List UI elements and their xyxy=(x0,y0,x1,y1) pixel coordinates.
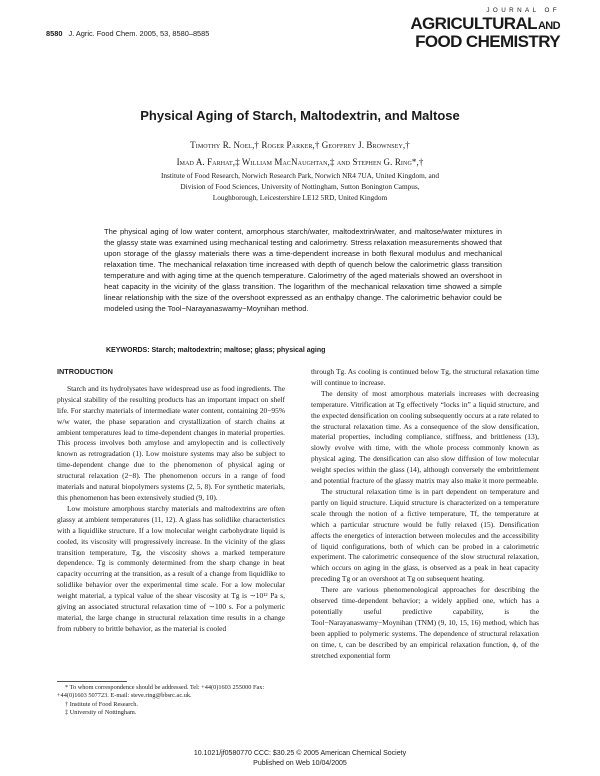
left-column xyxy=(57,367,285,635)
affiliations xyxy=(80,170,520,203)
logo-and: AND xyxy=(537,20,560,33)
journal-logo xyxy=(410,8,560,50)
keywords: KEYWORDS: Starch; maltodextrin; maltose; glass; physical aging xyxy=(106,347,326,354)
footnote: ‡ University of Nottingham. xyxy=(65,709,137,717)
abstract: The physical aging of low water content, amorphous starch/water, maltodextrin/water, and maltose/water mixtures in the glassy state was examined using mechanical testing and calorimetry. Stress relaxation measurements showed that upon storage of the glassy materials there was a time-dependent increase in both flexural modulus and mechanical relaxation time. The mechanical relaxation time increased with depth of quench below the calorimetric glass transition temperature and with aging time at the quench temperature. Calorimetry of the aged materials showed an overshoot in heat capacity in the vicinity of the glass transition. The logarithm of the mechanical relaxation time showed a simple linear relationship with the size of the overshoot expressed as an enthalpy change. The calorimetric behavior could be modeled using the Tool−Narayanaswamy−Moynihan method. xyxy=(104,227,502,313)
author-line: Timothy R. Noel,† Roger Parker,† Geoffrey J. Brownsey,† xyxy=(190,140,410,150)
affiliation-line: Loughborough, Leicestershire LE12 5RD, United Kingdom xyxy=(212,193,388,202)
footnote-divider xyxy=(57,681,127,682)
footnote: † Institute of Food Research. xyxy=(65,700,138,708)
affiliation-line: Institute of Food Research, Norwich Research Park, Norwich NR4 7UA, United Kingdom, and xyxy=(160,171,440,180)
journal-citation: J. Agric. Food Chem. 2005, 53, 8580–8585 xyxy=(68,29,210,38)
running-header xyxy=(46,29,209,38)
paragraph: The structural relaxation time is in part dependent on temperature and partly on liquid structure. Liquid structure is characterized on a temperature scale through the notion of a fictive temperature, Tf, the temperature at which a particular structure would be fully relaxed (15). Densification affects the energetics of interaction between molecules and the accessibility of liquid configurations, both of which can be probed in a calorimetric experiment. The calorimetric consequence of the slow structural relaxation, which occurs on aging in the glass, is observed as a peak in heat capacity preceding Tg or an overshoot at Tg on subsequent heating. xyxy=(311,486,539,584)
paragraph: The density of most amorphous materials increases with decreasing temperature. Vitrification at Tg effectively “locks in” a liquid structure, and the expected densification on cooling subsequently occurs at a rate related to the structural relaxation time. As a consequence of the slow densification, material properties, including compliance, stiffness, and brittleness (13), slowly evolve with time, with the whole process commonly known as physical aging. The densification can also slow diffusion of low molecular weight species within the glass (14), although conversely the embrittlement and potential fracture of the glassy matrix may also make it more permeable. xyxy=(311,388,539,486)
published-line: Published on Web 10/04/2005 xyxy=(253,760,347,767)
article-title: Physical Aging of Starch, Maltodextrin, and Maltose xyxy=(140,108,460,123)
right-column xyxy=(311,367,539,661)
paragraph: Low moisture amorphous starchy materials and maltodextrins are often glassy at ambient temperatures (11, 12). A glass has solidlike characteristics with a liquidlike structure. If a low molecular weight carbohydrate liquid is cooled, its viscosity will progressively increase. In the vicinity of the glass transition temperature, Tg, the viscosity shows a marked temperature dependence. Tg is commonly determined from the sharp change in heat capacity occurring at the transition, as a result of a change from liquidlike to solidlike behavior over the experimental time scale. For a low molecular weight material, a typical value of the shear viscosity at Tg is ∼10¹² Pa s, giving an associated structural relaxation time of ∼100 s. For a polymeric material, the large change in structural relaxation time results in a change from rubbery to brittle behavior, as the material is cooled xyxy=(57,503,285,633)
author-list xyxy=(60,137,540,171)
page-number: 8580 xyxy=(46,29,63,38)
footnotes xyxy=(57,684,285,718)
section-heading: INTRODUCTION xyxy=(57,367,113,376)
paragraph: through Tg. As cooling is continued below Tg, the structural relaxation time will continue to increase. xyxy=(311,367,539,387)
logo-journal-of: JOURNAL OF xyxy=(486,7,560,14)
paragraph: Starch and its hydrolysates have widespread use as food ingredients. The physical stability of the resulting products has an important impact on shelf life. For starchy materials of intermediate water content, containing 20−95% w/w water, the phase separation and crystallization of starch chains at ambient temperatures lead to time-dependent changes in material properties. This process involves both amylose and amylopectin and is collectively known as retrogradation (1). Low moisture systems may also be subject to time-dependent change due to the phenomenon of physical aging or structural relaxation (2−8). The phenomenon occurs in a range of food materials and natural biopolymers systems (2, 5, 8). For synthetic materials, this phenomenon has been extensively studied (9, 10). xyxy=(57,383,285,502)
doi-line: 10.1021/jf0580770 CCC: $30.25 © 2005 American Chemical Society xyxy=(193,750,407,757)
footnote: * To whom correspondence should be addressed. Tel: +44(0)1603 255000 Fax: +44(0)1603 507723. E-mail: steve.ring@bbsrc.ac.uk. xyxy=(57,684,265,700)
logo-agricultural: AGRICULTURAL xyxy=(410,14,537,34)
paragraph: There are various phenomenological approaches for describing the observed time-dependent behavior; a widely applied one, which has a potentially useful predictive capability, is the Tool−Narayanaswamy−Moynihan (TNM) (9, 10, 15, 16) method, which has been applied to polymeric systems. The dependence of structural relaxation on time, t, can be described by an empirical relaxation function, ϕ, of the stretched exponential form xyxy=(311,585,539,660)
author-line: Imad A. Farhat,‡ William MacNaughtan,‡ and Stephen G. Ring*,† xyxy=(176,157,424,167)
affiliation-line: Division of Food Sciences, University of Nottingham, Sutton Bonington Campus, xyxy=(180,182,420,191)
logo-food-chemistry: FOOD CHEMISTRY xyxy=(415,32,560,52)
